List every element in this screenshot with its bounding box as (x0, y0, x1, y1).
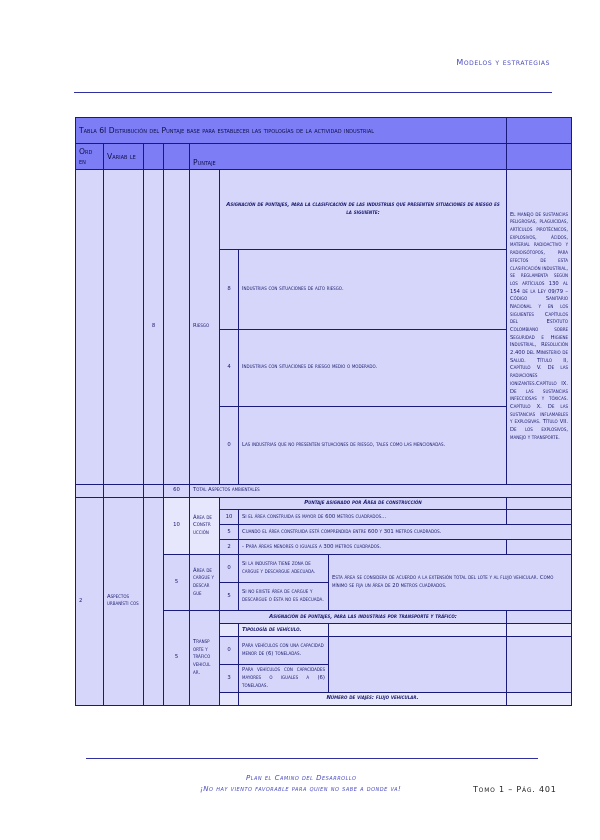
section-header: Modelos y estrategias (456, 58, 550, 67)
transport-label: Transp orte y tráfico vehicul ar. (190, 611, 220, 706)
area-text-small: - Para áreas menores o iguales a 300 metros cuadrados. (239, 540, 507, 555)
total-variable-cell (104, 485, 144, 498)
vehicle-type-blank (220, 624, 239, 637)
urban-blank-cell (144, 497, 164, 705)
risk-order: 8 (144, 170, 164, 485)
load-text-no: Si no existe área de cargue y descargue o ésta no es adecuada. (239, 583, 329, 611)
risk-legal-note: El manejo de sustancias peligrosas, plaguicidas, artículos pirotécnicos, explosivos, ácidos, material radioactivo y radioisótopos, para efectos de esta clasificación industrial, se reglamenta según los artículos 130 al 154 de la Ley 09/79 – Código Sanitario Nacional y en los siguientes Capítulos del Estatuto Colombiano sobre Seguridad e Higiene Industrial, Resolución 2.400 del Ministerio de Salud. Título II, Capítulo V. De las radiaciones ionizantes.Capítulo IX. De las sustancias infecciosas y tóxicas. Capítulo X. De las sustancias inflamables y explosivas. Título VII. De los explosivos, manejo y transporte. (507, 170, 572, 485)
transport-text-small: Para vehículos con una capacidad menor de (6) toneladas. (239, 637, 329, 665)
area-heading-note (507, 497, 572, 510)
transport-score-small: 0 (220, 637, 239, 665)
total-label: Total Aspectos ambientales (190, 485, 572, 498)
footer-plan-title: Plan el Camino del Desarrollo (246, 774, 357, 782)
column-blank-3 (507, 144, 572, 170)
total-ord-cell (76, 485, 104, 498)
risk-score-high: 8 (220, 250, 239, 330)
page-number: Tomo 1 – Pág. 401 (473, 785, 557, 794)
area-note-small (507, 540, 572, 555)
risk-text-medium: Industrias con situaciones de riesgo medio o moderado. (239, 330, 507, 407)
load-label: Área de cargue y descar gue (190, 555, 220, 611)
transport-score-large: 3 (220, 665, 239, 693)
transport-note (507, 637, 572, 693)
column-blank-1 (144, 144, 164, 170)
urban-ord: 2 (76, 497, 104, 705)
area-score-large: 10 (220, 510, 239, 525)
footer-motto: ¡No hay viento favorable para quien no sabe a donde va! (200, 785, 402, 793)
load-text-yes: Si la industria tiene zona de cargue y descargue adecuada. (239, 555, 329, 583)
column-puntaje: Puntaje (190, 144, 507, 170)
area-note-large (507, 510, 572, 525)
risk-score-medium: 4 (220, 330, 239, 407)
column-ord: Ord en (76, 144, 104, 170)
top-divider (74, 92, 552, 93)
load-score-yes: 0 (220, 555, 239, 583)
urban-variable: Aspectos urbanísti cos (104, 497, 144, 705)
load-note: Esta área se considera de acuerdo a la extensión total del lote y al flujo vehicular. Como mínimo se fija un área de 20 metros cuadrados. (329, 555, 572, 611)
column-blank-2 (164, 144, 190, 170)
distribution-table (75, 117, 572, 706)
title-empty-cell (507, 118, 572, 144)
vehicle-type-spacer (329, 624, 507, 637)
vehicle-type-note (507, 624, 572, 637)
load-order: 5 (164, 555, 190, 611)
trips-note (507, 693, 572, 706)
table-title: Tabla 6I Distribución del Puntaje base para establecer las tipologías de la actividad industrial (76, 118, 507, 144)
area-text-large: Si el área construida es mayor de 600 metros cuadrados... (239, 510, 507, 525)
area-text-medium: Cuando el área construida está comprendida entre 600 y 301 metros cuadrados. (239, 525, 572, 540)
risk-variable-cell (104, 170, 144, 485)
risk-subcol (164, 170, 190, 485)
transport-spacer (329, 637, 507, 693)
vehicle-type: Tipología de vehículo. (239, 624, 329, 637)
area-heading: Puntaje asignado por Área de construcción (220, 497, 507, 510)
risk-ord-cell (76, 170, 104, 485)
total-blank-cell (144, 485, 164, 498)
area-order: 10 (164, 497, 190, 555)
area-score-small: 2 (220, 540, 239, 555)
transport-heading: Asignación de puntajes, para las industrias por transporte y tráfico: (220, 611, 507, 624)
risk-text-none: Las industrias que no presenten situaciones de riesgo, tales como las mencionadas. (239, 407, 507, 485)
risk-text-high: Industrias con situaciones de alto riesgo. (239, 250, 507, 330)
load-score-no: 5 (220, 583, 239, 611)
transport-heading-note (507, 611, 572, 624)
risk-heading: Asignación de puntajes, para la clasificación de las industrias que presenten situaciones de riesgo es la siguiente: (220, 170, 507, 250)
area-label: Área de Constr ucción (190, 497, 220, 555)
risk-score-none: 0 (220, 407, 239, 485)
area-score-medium: 5 (220, 525, 239, 540)
risk-variable: Riesgo (190, 170, 220, 485)
total-value: 60 (164, 485, 190, 498)
trips-blank (220, 693, 239, 706)
column-variable: Variab le (104, 144, 144, 170)
transport-order: 5 (164, 611, 190, 706)
trips-label: Número de viajes: flujo vehicular. (239, 693, 507, 706)
transport-text-large: Para vehículos con capacidades mayores o iguales a (6) toneladas. (239, 665, 329, 693)
bottom-divider (86, 758, 538, 759)
